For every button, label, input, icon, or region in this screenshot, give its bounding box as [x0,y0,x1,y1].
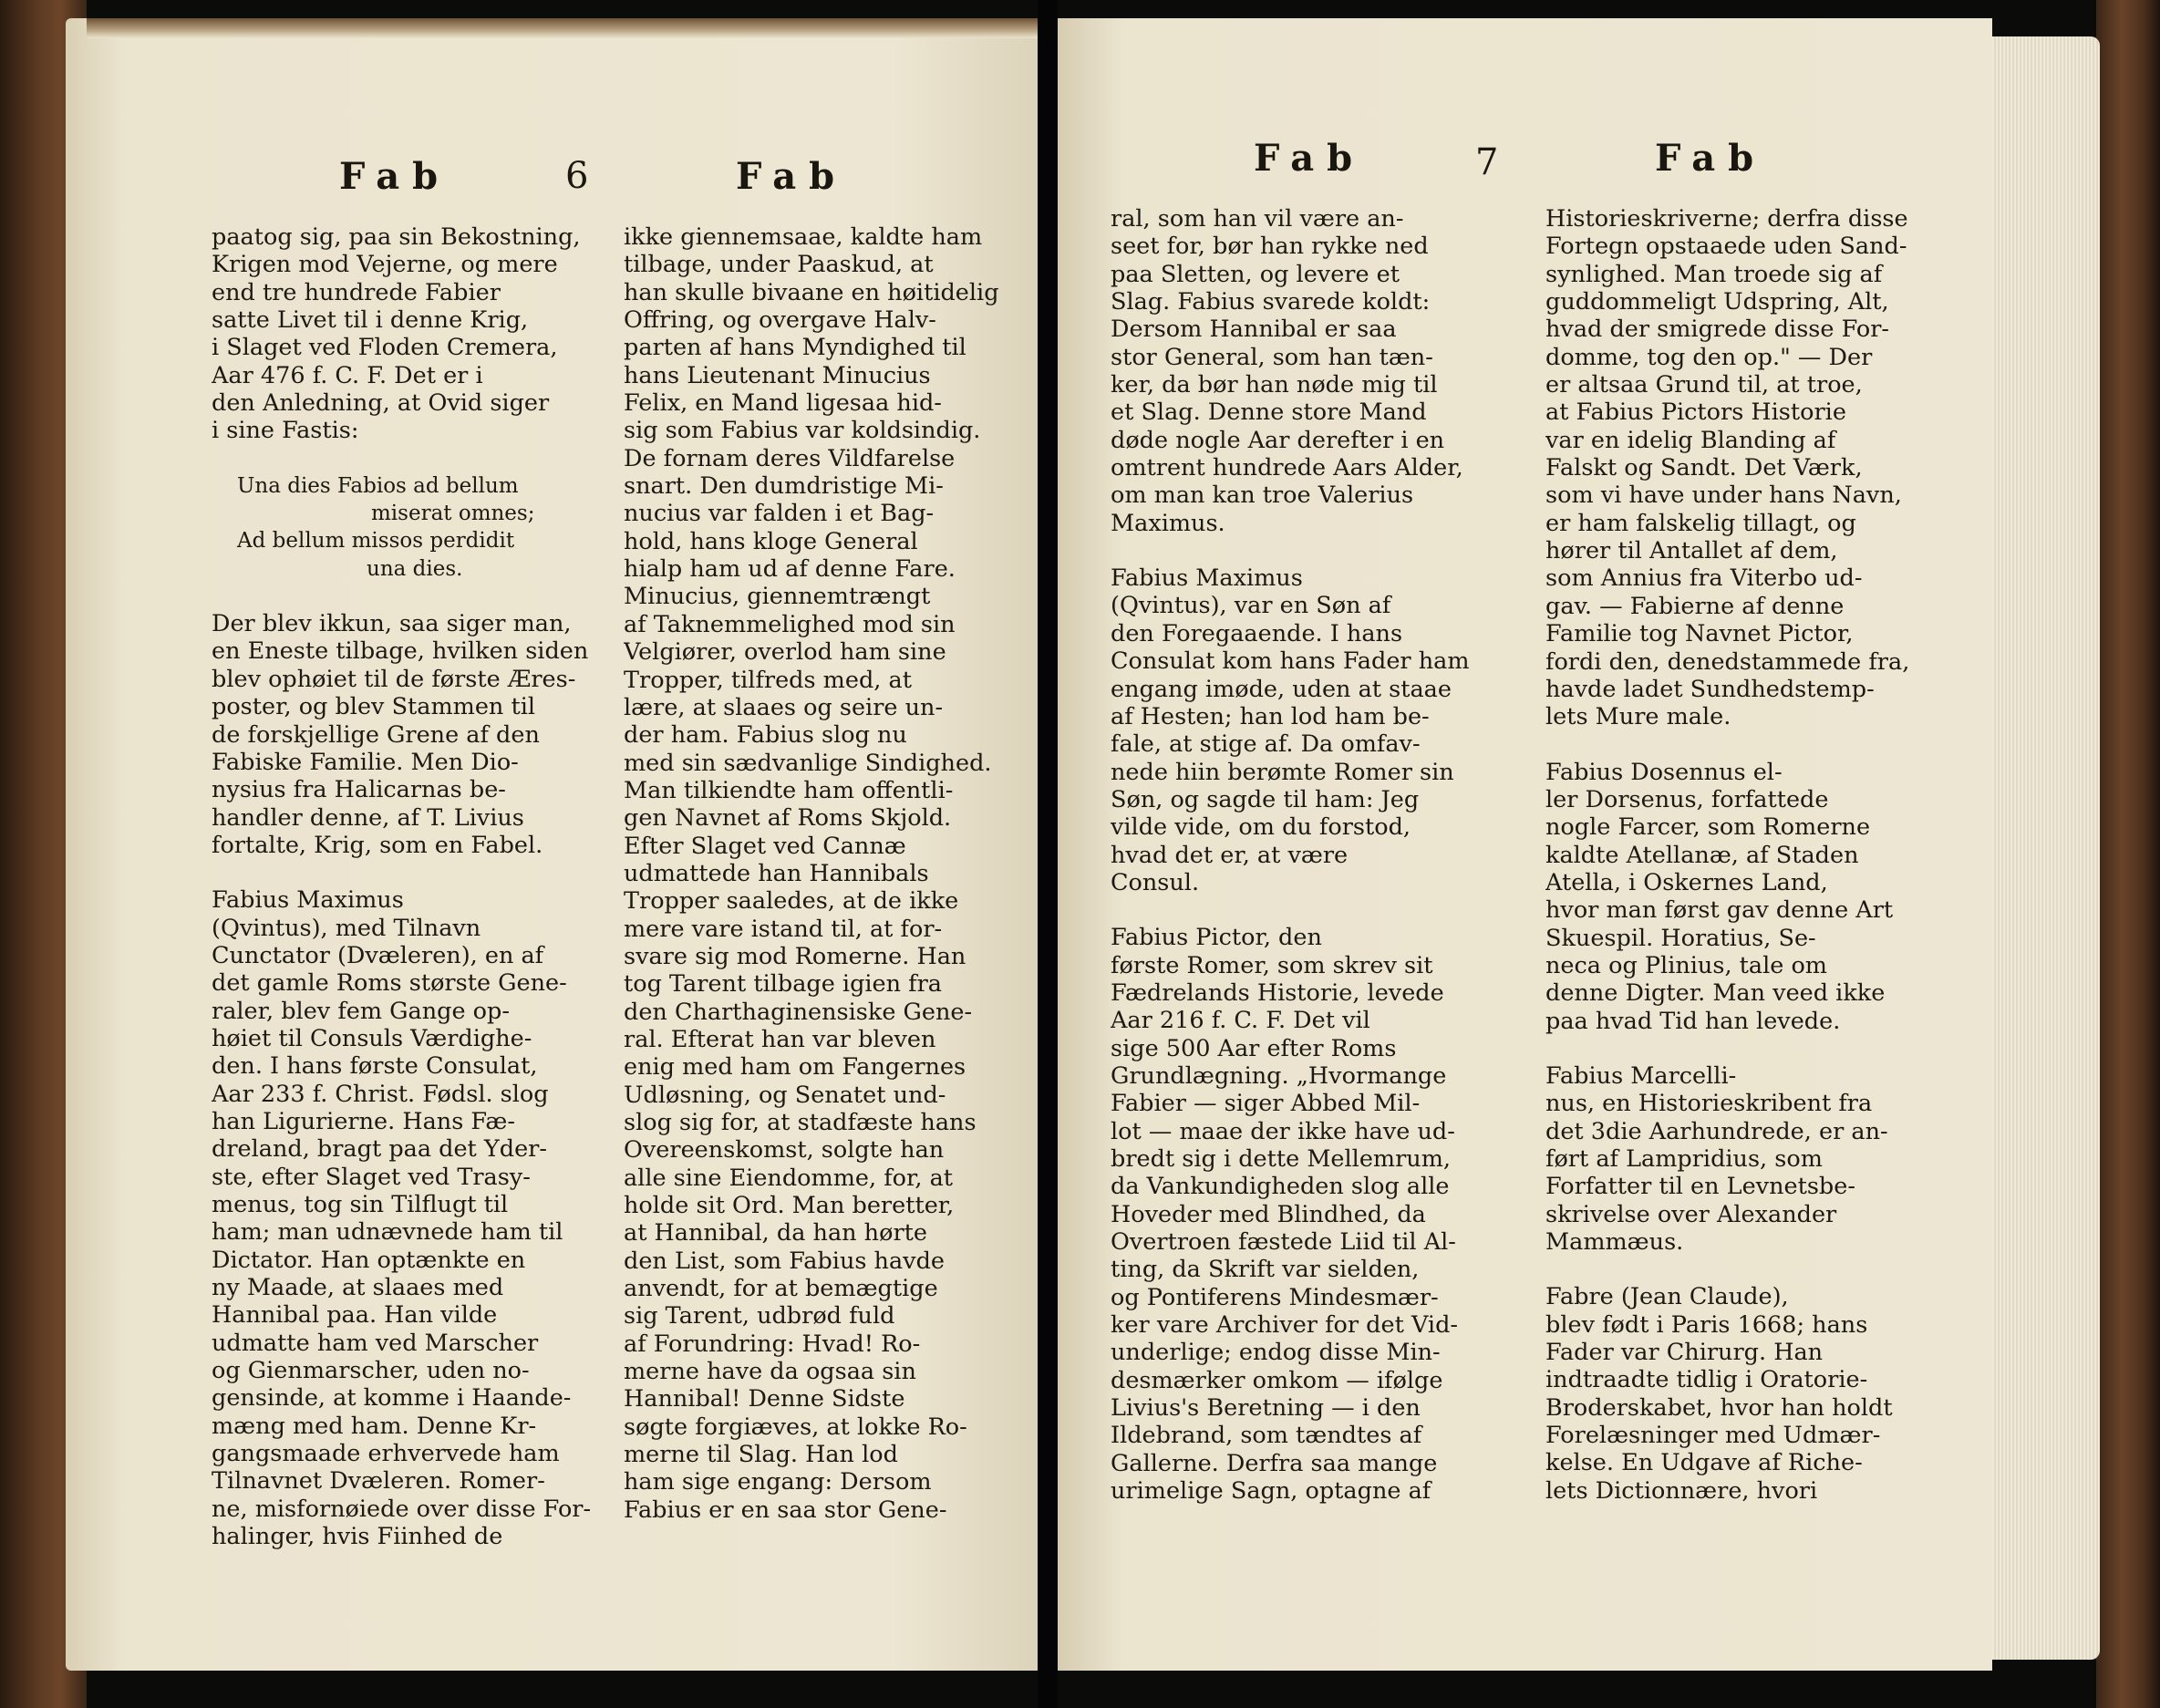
text-line: af Hesten; han lod ham be- [1111,702,1430,730]
text-line: Aar 216 f. C. F. Det vil [1111,1007,1370,1035]
text-line: Fabre (Jean Claude), [1545,1283,1789,1311]
paragraph-gap [1545,731,1938,759]
text-line: holde sit Ord. Man beretter, [624,1192,955,1220]
text-line: guddommeligt Udspring, Alt, [1545,288,1889,316]
right-page [1058,18,1992,1671]
text-line: hialp ham ud af denne Fare. [624,555,956,584]
text-line: et Slag. Denne store Mand [1111,399,1427,427]
text-line: mæng med ham. Denne Kr- [212,1412,537,1440]
text-line: hører til Antallet af dem, [1545,537,1838,565]
text-line: omtrent hundrede Aars Alder, [1111,454,1463,482]
page-top-shadow [87,18,1038,38]
text-line: Maximus. [1111,509,1225,537]
text-line: Fader var Chirurg. Han [1545,1339,1824,1367]
text-line: ker, da bør han nøde mig til [1111,371,1438,399]
text-line: fortalte, Krig, som en Fabel. [212,831,543,859]
text-line: Tropper saaledes, at de ikke [624,887,959,916]
text-line: udmatte ham ved Marscher [212,1329,539,1357]
text-line: Søn, og sagde til ham: Jeg [1111,785,1420,813]
text-line: Aar 476 f. C. F. Det er i [212,361,483,389]
text-line: Offring, og overgave Halv- [624,306,936,335]
left-page [66,18,1038,1671]
text-line: søgte forgiæves, at lokke Ro- [624,1413,967,1441]
text-line: ham; man udnævnede ham til [212,1218,563,1247]
text-line: Fabier — siger Abbed Mil- [1111,1090,1421,1118]
text-line: Fabius Dosennus el- [1545,758,1783,786]
text-line: Fabius Pictor, den [1111,924,1322,952]
text-line: Skuespil. Horatius, Se- [1545,924,1816,952]
text-line: nucius var falden i et Bag- [624,500,935,528]
text-line: underlige; endog disse Min- [1111,1339,1441,1367]
text-line: mere vare istand til, at for- [624,915,943,943]
text-line: Hannibal! Denne Sidste [624,1385,905,1413]
latin-quote-line: una dies. [367,556,463,581]
text-line: seet for, bør han rykke ned [1111,233,1429,261]
text-line: ting, da Skrift var sielden, [1111,1256,1420,1284]
right-page-column-2 [1545,205,1938,1505]
text-line: anvendt, for at bemægtige [624,1275,938,1303]
text-line: Cunctator (Dvæleren), en af [212,941,544,969]
text-line: ny Maade, at slaaes med [212,1274,504,1302]
latin-quote-line: Una dies Fabios ad bellum [237,473,519,498]
text-line: han Ligurierne. Hans Fæ- [212,1107,515,1135]
paragraph-gap [212,583,624,610]
text-line: bredt sig i dette Mellemrum, [1111,1145,1451,1173]
text-line: der ham. Fabius slog nu [624,721,907,750]
text-line: poster, og blev Stammen til [212,693,536,721]
text-line: ral, som han vil være an- [1111,205,1404,233]
text-line: ral. Efterat han var bleven [624,1025,936,1053]
text-line: lets Mure male. [1545,703,1731,731]
text-line: kaldte Atellanæ, af Staden [1545,841,1859,869]
left-page-column-1 [212,223,624,1550]
text-line: i Slaget ved Floden Cremera, [212,334,558,362]
latin-quote-line: Ad bellum missos perdidit [237,529,515,554]
text-line: lets Dictionnære, hvori [1545,1476,1818,1505]
text-line: Minucius, giennemtrængt [624,583,931,611]
left-page-number: 6 [565,155,589,197]
text-line: Fabius Marcelli- [1545,1061,1737,1090]
text-line: gangsmaade erhvervede ham [212,1440,560,1468]
text-line: ler Dorsenus, forfattede [1545,785,1829,813]
text-line: den List, som Fabius havde [624,1247,946,1275]
text-line: lære, at slaaes og seire un- [624,693,944,721]
text-line: Tropper, tilfreds med, at [624,666,912,694]
text-line: slog sig for, at stadfæste hans [624,1109,977,1136]
text-line: nogle Farcer, som Romerne [1545,813,1871,842]
text-line: blev født i Paris 1668; hans [1545,1310,1868,1339]
text-line: (Qvintus), var en Søn af [1111,592,1391,620]
paragraph-gap [1111,896,1523,924]
text-line: den Charthaginensiske Gene- [624,998,973,1026]
left-running-head-left: Fab [339,155,451,198]
text-line: ker vare Archiver for det Vid- [1111,1311,1459,1340]
left-page-column-2 [624,223,1010,1524]
text-line: satte Livet til i denne Krig, [212,306,529,335]
text-line: det gamle Roms største Gene- [212,969,567,998]
text-line: den. I hans første Consulat, [212,1052,538,1081]
text-line: Man tilkiendte ham offentli- [624,776,954,804]
text-line: er altsaa Grund til, at troe, [1545,371,1863,399]
text-line: hold, hans kloge General [624,527,918,555]
text-line: hans Lieutenant Minucius [624,361,931,389]
text-line: Forfatter til en Levnetsbe- [1545,1173,1855,1201]
text-line: Dersom Hannibal er saa [1111,316,1397,344]
text-line: Efter Slaget ved Cannæ [624,832,906,860]
text-line: svare sig mod Romerne. Han [624,942,966,970]
text-line: Dictator. Han optænkte en [212,1246,526,1274]
text-line: Overeenskomst, solgte han [624,1136,945,1165]
text-line: gav. — Fabierne af denne [1545,592,1845,620]
text-line: parten af hans Myndighed til [624,334,966,362]
text-line: som Annius fra Viterbo ud- [1545,564,1863,593]
text-line: menus, tog sin Tilflugt til [212,1191,509,1218]
text-line: merne til Slag. Han lod [624,1441,898,1469]
text-line: Aar 233 f. Christ. Fødsl. slog [212,1080,549,1108]
text-line: Ildebrand, som tændtes af [1111,1422,1422,1450]
text-line: Historieskriverne; derfra disse [1545,205,1908,233]
text-line: Slag. Fabius svarede koldt: [1111,288,1431,316]
text-line: Udløsning, og Senatet und- [624,1081,946,1109]
text-line: fale, at stige af. Da omfav- [1111,730,1421,759]
text-line: Fædrelands Historie, levede [1111,978,1444,1007]
text-line: Hannibal paa. Han vilde [212,1301,498,1330]
text-line: Fabius er en saa stor Gene- [624,1496,947,1524]
text-line: og Gienmarscher, uden no- [212,1357,530,1385]
text-line: gensinde, at komme i Haande- [212,1384,572,1413]
text-line: hvad det er, at være [1111,841,1349,869]
text-line: om man kan troe Valerius [1111,481,1414,510]
text-line: raler, blev fem Gange op- [212,997,510,1025]
text-line: Fabius Maximus [212,886,404,915]
paragraph-gap [212,445,624,472]
text-line: var en idelig Blanding af [1545,426,1836,454]
text-line: Forelæsninger med Udmær- [1545,1422,1881,1450]
text-line: Familie tog Navnet Pictor, [1545,620,1854,648]
text-line: synlighed. Man troede sig af [1545,260,1883,288]
text-line: gen Navnet af Roms Skjold. [624,804,952,833]
paragraph-gap [212,859,624,886]
text-line: at Hannibal, da han hørte [624,1219,927,1247]
text-line: tog Tarent tilbage igien fra [624,970,943,999]
text-line: Livius's Beretning — i den [1111,1394,1421,1423]
text-line: skrivelse over Alexander [1545,1200,1837,1228]
text-line: tilbage, under Paaskud, at [624,251,934,279]
right-running-head-right: Fab [1655,137,1767,180]
text-line: indtraadte tidlig i Oratorie- [1545,1366,1868,1394]
text-line: og Pontiferens Mindesmær- [1111,1283,1439,1311]
left-running-head-right: Fab [736,155,848,198]
text-line: urimelige Sagn, optagne af [1111,1477,1431,1506]
text-line: merne have da ogsaa sin [624,1358,916,1386]
page-edges [1992,36,2100,1660]
latin-quote-line: miserat omnes; [371,502,535,526]
text-line: ført af Lampridius, som [1545,1145,1823,1173]
text-line: Grundlægning. „Hvormange [1111,1061,1447,1090]
text-line: ste, efter Slaget ved Trasy- [212,1163,531,1191]
text-line: paatog sig, paa sin Bekostning, [212,223,581,251]
text-line: vilde vide, om du forstod, [1111,813,1411,842]
text-line: at Fabius Pictors Historie [1545,399,1846,427]
paragraph-gap [1545,1256,1938,1283]
text-line: som vi have under hans Navn, [1545,481,1902,510]
text-line: Consul. [1111,868,1200,896]
text-line: det 3die Aarhundrede, er an- [1545,1117,1888,1145]
text-line: nus, en Historieskribent fra [1545,1090,1873,1118]
text-line: snart. Den dumdristige Mi- [624,472,944,501]
text-line: ikke giennemsaae, kaldte ham [624,223,983,251]
text-line: Atella, i Oskernes Land, [1545,868,1828,896]
text-line: Falskt og Sandt. Det Værk, [1545,454,1863,482]
text-line: Der blev ikkun, saa siger man, [212,610,572,638]
text-line: sig som Fabius var koldsindig. [624,417,981,445]
text-line: stor General, som han tæn- [1111,343,1433,371]
text-line: hvor man først gav denne Art [1545,896,1894,925]
text-line: havde ladet Sundhedstemp- [1545,675,1875,703]
text-line: Velgiører, overlod ham sine [624,638,946,667]
paragraph-gap [1545,1035,1938,1062]
text-line: Gallerne. Derfra saa mange [1111,1449,1438,1477]
text-line: fordi den, denedstammede fra, [1545,647,1910,676]
text-line: høiet til Consuls Værdighe- [212,1024,532,1052]
text-line: nede hiin berømte Romer sin [1111,758,1454,786]
text-line: af Taknemmelighed mod sin [624,610,956,638]
text-line: kelse. En Udgave af Riche- [1545,1449,1863,1477]
text-line: den Anledning, at Ovid siger [212,389,550,418]
text-line: De fornam deres Vildfarelse [624,444,956,472]
text-line: da Vankundigheden slog alle [1111,1173,1450,1201]
text-line: Fabiske Familie. Men Dio- [212,748,519,776]
text-line: Hoveder med Blindhed, da [1111,1200,1426,1228]
text-line: alle sine Eiendomme, for, at [624,1164,954,1192]
text-line: en Eneste tilbage, hvilken siden [212,637,589,666]
paragraph-gap [1111,537,1523,564]
text-line: den Foregaaende. I hans [1111,619,1403,647]
text-line: Fortegn opstaaede uden Sand- [1545,233,1907,261]
text-line: domme, tog den op." — Der [1545,343,1873,371]
text-line: Consulat kom hans Fader ham [1111,647,1470,676]
text-line: Krigen mod Vejerne, og mere [212,251,558,279]
text-line: er ham falskelig tillagt, og [1545,509,1856,537]
text-line: dreland, bragt paa det Yder- [212,1135,547,1164]
right-running-head-left: Fab [1254,137,1366,180]
text-line: denne Digter. Man veed ikke [1545,979,1886,1008]
text-line: hvad der smigrede disse For- [1545,316,1890,344]
text-line: sig Tarent, udbrød fuld [624,1302,895,1330]
right-page-column-1 [1111,205,1523,1505]
text-line: ham sige engang: Dersom [624,1468,932,1496]
text-line: desmærker omkom — ifølge [1111,1366,1443,1394]
text-line: Felix, en Mand ligesaa hid- [624,389,942,418]
text-line: paa Sletten, og levere et [1111,260,1400,288]
text-line: af Forundring: Hvad! Ro- [624,1330,921,1358]
text-line: Broderskabet, hvor han holdt [1545,1393,1893,1422]
text-line: de forskjellige Grene af den [212,720,540,749]
leather-binding-right [2096,0,2160,1708]
text-line: paa hvad Tid han levede. [1545,1007,1841,1035]
text-line: døde nogle Aar derefter i en [1111,426,1445,454]
text-line: Fabius Maximus [1111,564,1303,593]
text-line: første Romer, som skrev sit [1111,951,1433,979]
text-line: (Qvintus), med Tilnavn [212,914,481,942]
text-line: ne, misfornøiede over disse For- [212,1495,592,1523]
text-line: halinger, hvis Fiinhed de [212,1523,503,1551]
text-line: nysius fra Halicarnas be- [212,776,506,804]
text-line: enig med ham om Fangernes [624,1053,966,1082]
text-line: med sin sædvanlige Sindighed. [624,749,992,777]
text-line: lot — maae der ikke have ud- [1111,1117,1455,1145]
text-line: blev ophøiet til de første Æres- [212,665,576,693]
book-gutter [1038,0,1058,1708]
text-line: Tilnavnet Dvæleren. Romer- [212,1467,545,1496]
text-line: engang imøde, uden at staae [1111,675,1452,703]
text-line: udmattede han Hannibals [624,859,929,887]
text-line: sige 500 Aar efter Roms [1111,1034,1397,1062]
text-line: neca og Plinius, tale om [1545,951,1827,979]
text-line: han skulle bivaane en høitidelig [624,278,999,306]
text-line: handler denne, af T. Livius [212,803,524,832]
text-line: i sine Fastis: [212,417,359,445]
text-line: Mammæus. [1545,1228,1684,1257]
text-line: end tre hundrede Fabier [212,278,501,306]
text-line: Overtroen fæstede Liid til Al- [1111,1228,1456,1257]
right-page-number: 7 [1475,141,1499,183]
